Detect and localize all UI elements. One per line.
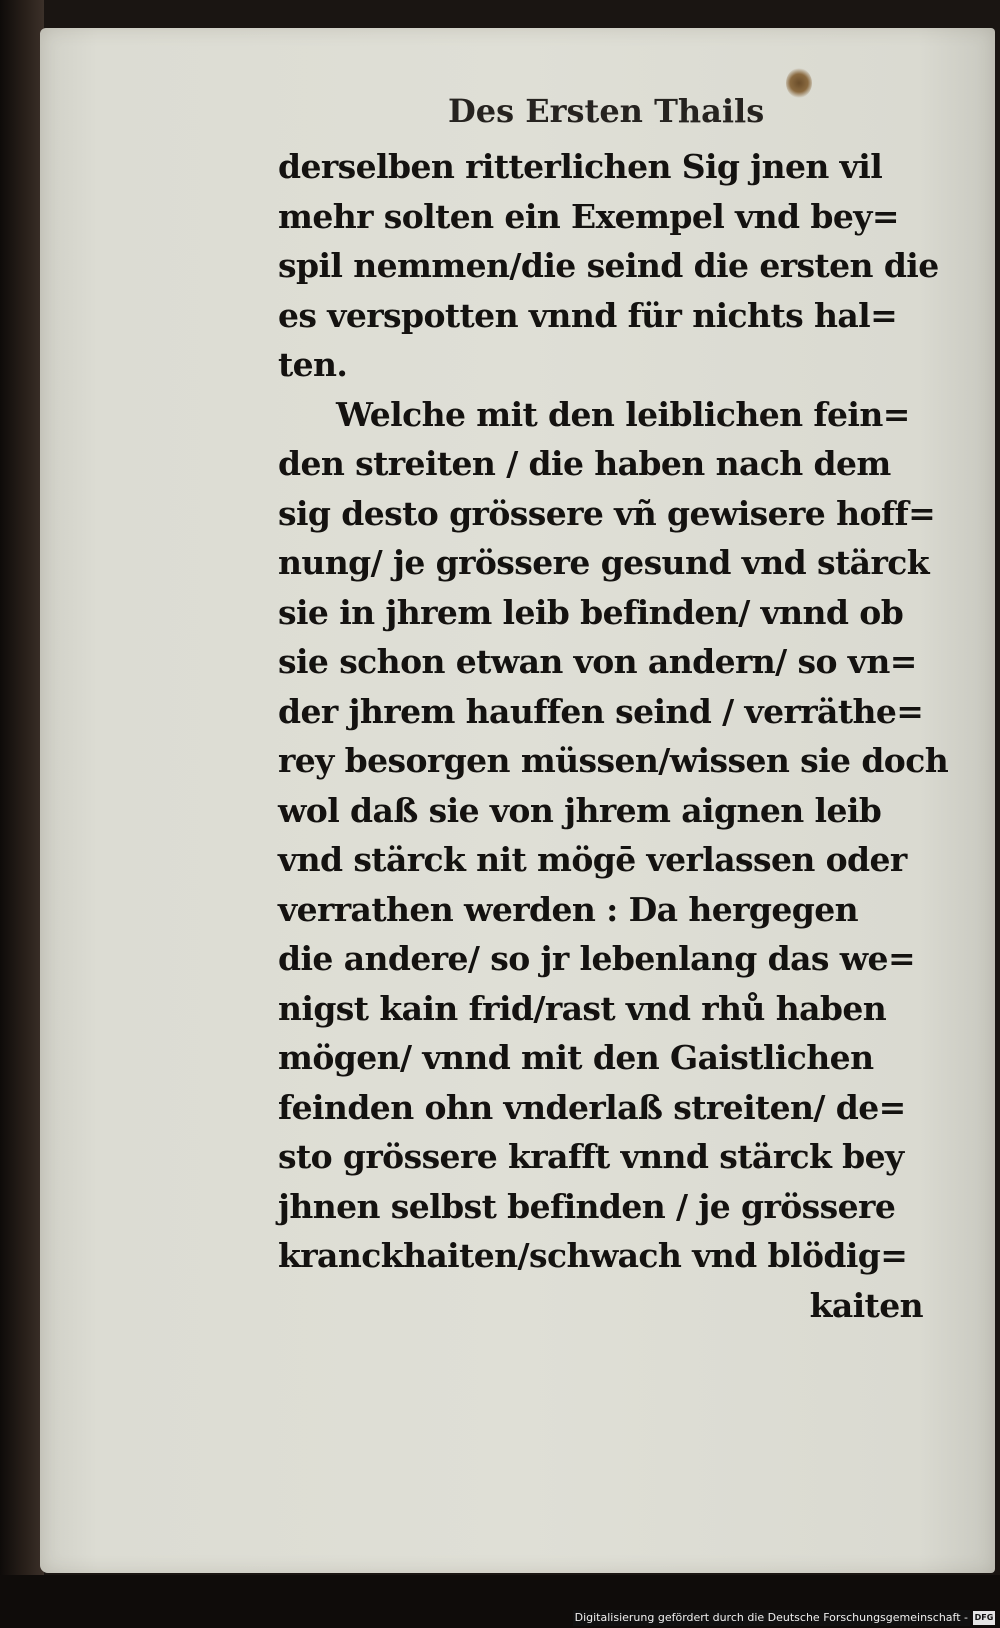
dfg-logo: DFG xyxy=(973,1611,995,1625)
body-text xyxy=(278,142,949,1330)
text-line: derselben ritterlichen Sig jnen vil xyxy=(278,147,883,186)
digitization-credit: Digitalisierung gefördert durch die Deutsche Forschungsgemeinschaft - xyxy=(574,1611,968,1624)
text-line: kranckhaiten/schwach vnd blödig= xyxy=(278,1236,908,1275)
text-line: der jhrem hauffen seind / verräthe= xyxy=(278,691,924,731)
text-line: den streiten / die haben nach dem xyxy=(278,444,891,483)
text-line: feinden ohn vnderlaß streiten/ de= xyxy=(278,1087,906,1127)
text-line: sie schon etwan von andern/ so vn= xyxy=(278,642,917,681)
running-header: Des Ersten Thails xyxy=(448,92,765,130)
text-line: nigst kain frid/rast vnd rhů haben xyxy=(278,988,887,1028)
book-spine-edge xyxy=(0,0,44,1628)
text-line: nung/ je grössere gesund vnd stärck xyxy=(278,543,929,582)
text-line: sig desto grössere vñ gewisere hoff= xyxy=(278,493,936,533)
text-line: die andere/ so jr lebenlang das we= xyxy=(278,939,916,978)
text-line: wol daß sie von jhrem aignen leib xyxy=(278,790,882,830)
text-line: sie in jhrem leib befinden/ vnnd ob xyxy=(278,592,904,632)
text-line: mögen/ vnnd mit den Gaistlichen xyxy=(278,1038,874,1077)
text-line: Welche mit den leiblichen fein= xyxy=(336,394,910,434)
catchword: kaiten xyxy=(809,1285,923,1325)
text-line: rey besorgen müssen/wissen sie doch xyxy=(278,741,949,780)
text-line: verrathen werden : Da hergegen xyxy=(278,889,859,929)
text-line: vnd stärck nit mögē verlassen oder xyxy=(278,840,907,879)
text-line: es verspotten vnnd für nichts hal= xyxy=(278,295,898,335)
text-line: jhnen selbst befinden / je grössere xyxy=(278,1186,896,1226)
text-line: sto grössere krafft vnnd stärck bey xyxy=(278,1137,904,1176)
text-line: ten. xyxy=(278,345,348,384)
text-line: spil nemmen/die seind die ersten die xyxy=(278,246,939,285)
text-line: mehr solten ein Exempel vnd bey= xyxy=(278,196,899,236)
page-stain xyxy=(786,68,812,98)
